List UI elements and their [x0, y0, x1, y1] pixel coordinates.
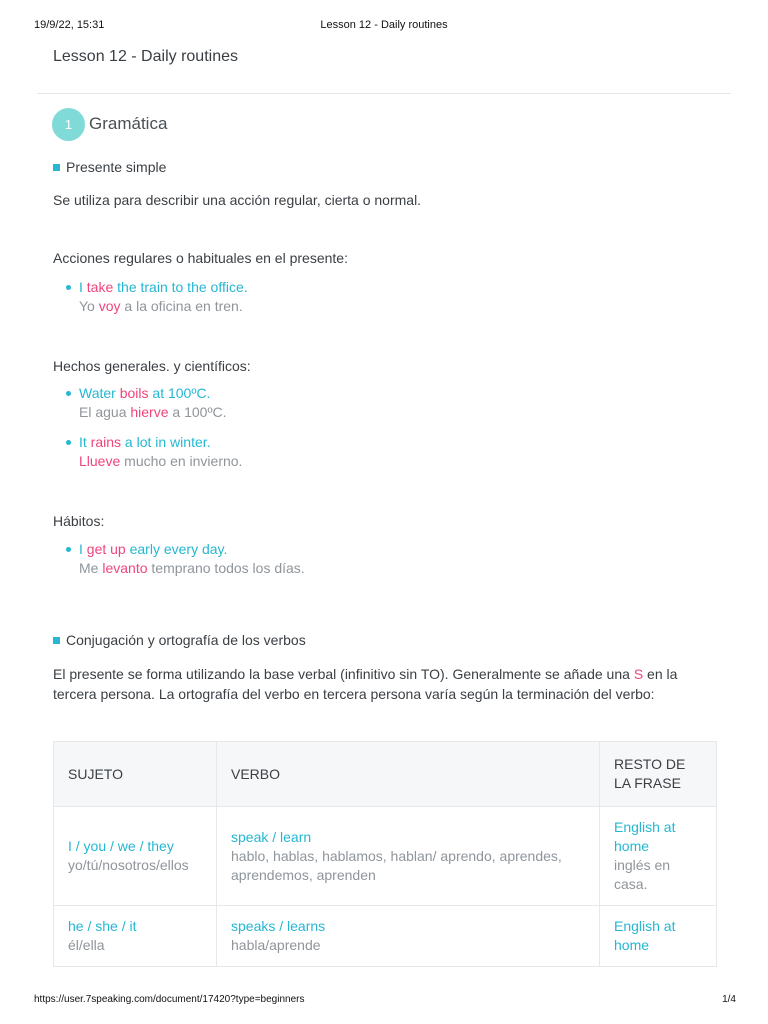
example-english: It rains a lot in winter. [79, 434, 211, 450]
section-number-badge: 1 [52, 108, 85, 141]
bullet-dot-icon [66, 285, 71, 290]
subheading-label: Presente simple [66, 159, 167, 175]
example-english: Water boils at 100ºC. [79, 385, 211, 401]
print-page-title: Lesson 12 - Daily routines [320, 19, 448, 31]
print-url: https://user.7speaking.com/document/17420?type=beginners [34, 994, 305, 1005]
cell-rest: English at home inglés en casa. [600, 807, 717, 906]
table-row [54, 906, 716, 967]
group-label: Acciones regulares o habituales en el presente: [53, 250, 348, 266]
subheading-label: Conjugación y ortografía de los verbos [66, 632, 306, 648]
example-spanish: Me levanto temprano todos los días. [79, 560, 305, 576]
bullet-dot-icon [66, 391, 71, 396]
highlight-s: S [633, 666, 644, 682]
print-date: 19/9/22, 15:31 [34, 19, 105, 31]
column-header-sujeto: SUJETO [54, 742, 217, 807]
column-header-verbo: VERBO [217, 742, 600, 807]
print-header [0, 14, 768, 34]
example-item [66, 433, 242, 471]
square-bullet-icon [53, 164, 60, 171]
description-text: Se utiliza para describir una acción regular, cierta o normal. [53, 192, 422, 208]
example-spanish: El agua hierve a 100ºC. [79, 404, 227, 420]
square-bullet-icon [53, 637, 60, 644]
table-header-row [54, 742, 716, 807]
lesson-title: Lesson 12 - Daily routines [53, 48, 238, 65]
conjugation-table [53, 741, 717, 967]
cell-subject: I / you / we / they yo/tú/nosotros/ellos [54, 807, 217, 906]
example-spanish: Yo voy a la oficina en tren. [79, 298, 243, 314]
example-english: I get up early every day. [79, 541, 228, 557]
group-label: Hábitos: [53, 513, 105, 529]
cell-subject: he / she / it él/ella [54, 906, 217, 967]
divider [37, 93, 731, 94]
group-label: Hechos generales. y científicos: [53, 358, 251, 374]
subheading-conjugacion [53, 632, 306, 648]
example-spanish: Llueve mucho en invierno. [79, 453, 243, 469]
print-page-number: 1/4 [722, 994, 736, 1005]
column-header-resto: RESTO DE LA FRASE [600, 742, 717, 807]
example-item [66, 540, 305, 578]
example-english: I take the train to the office. [79, 279, 248, 295]
print-footer [0, 994, 768, 1010]
subheading-presente-simple [53, 159, 166, 175]
bullet-dot-icon [66, 440, 71, 445]
bullet-dot-icon [66, 547, 71, 552]
example-item [66, 278, 248, 316]
cell-rest: English at home [600, 906, 717, 967]
cell-verb: speak / learn hablo, hablas, hablamos, hablan/ aprendo, aprendes, aprendemos, aprenden [217, 807, 600, 906]
table-row [54, 807, 716, 906]
cell-verb: speaks / learns habla/aprende [217, 906, 600, 967]
section-title: Gramática [89, 114, 168, 133]
example-item [66, 384, 227, 422]
conjugation-paragraph: El presente se forma utilizando la base verbal (infinitivo sin TO). Generalmente se añade una S en la tercera persona. La ortografía del verbo en tercera persona varía según la terminación del verbo: [53, 666, 678, 702]
